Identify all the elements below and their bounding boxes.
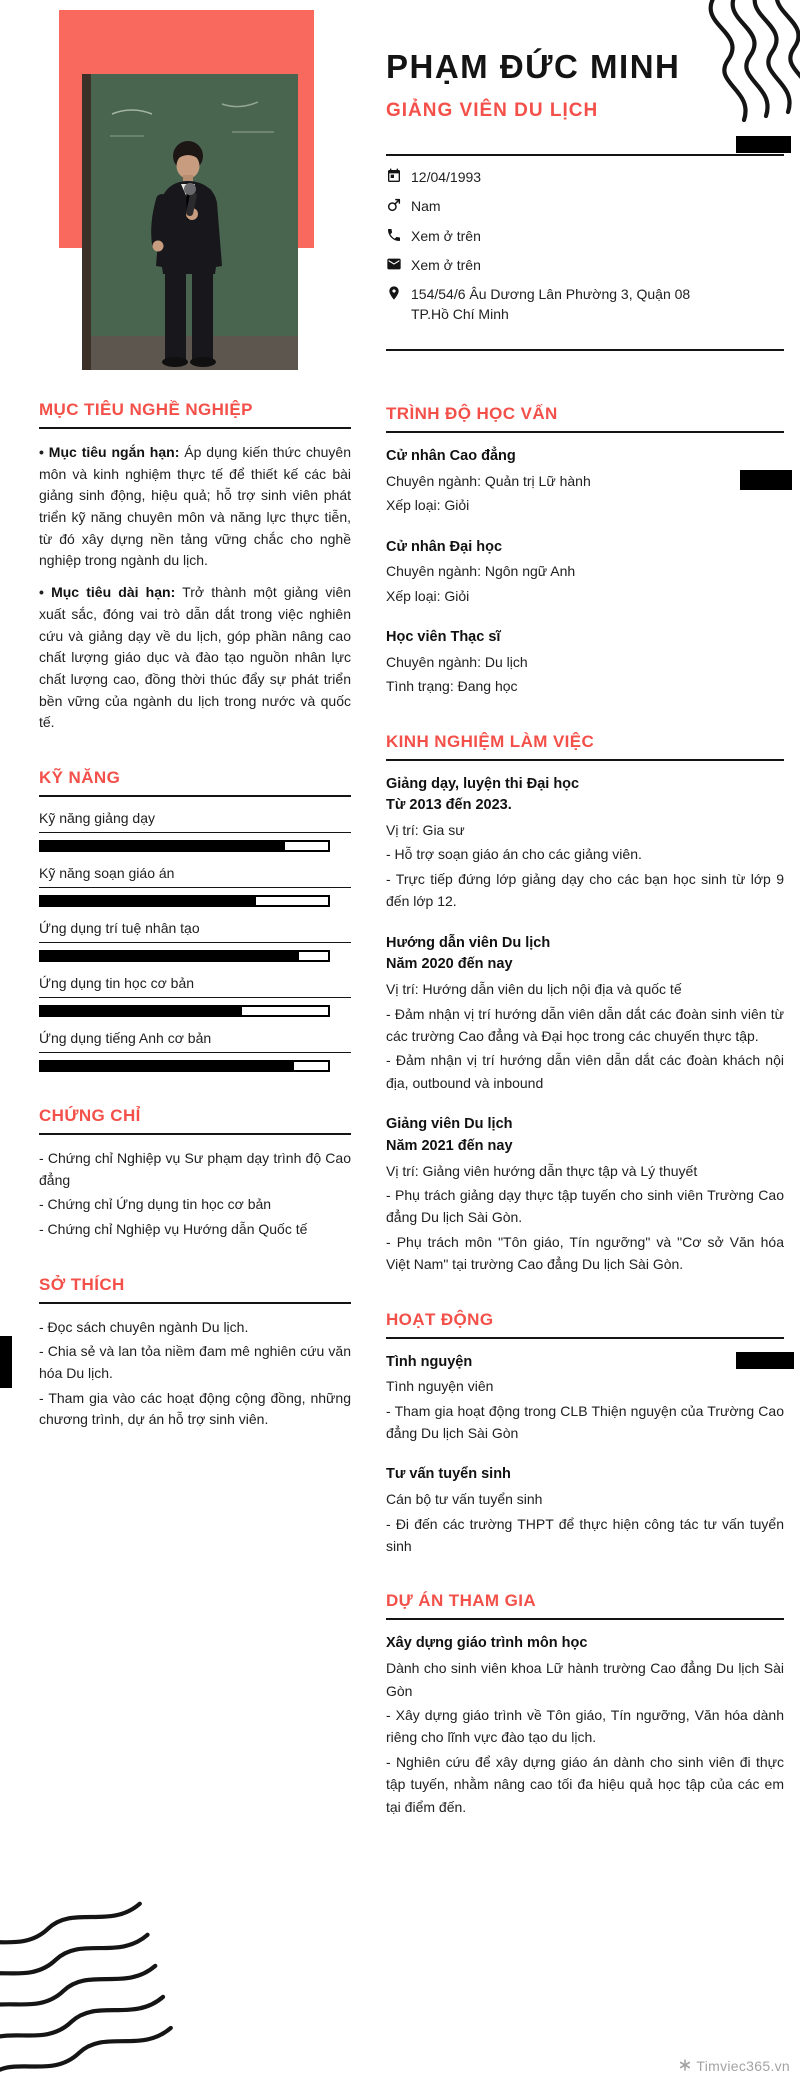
project-detail: - Nghiên cứu để xây dựng giáo án dành cho sinh viên đi thực tập tuyến, nhằm nâng cao tối đa hiệu quả học tập của các em tại điểm đến. (386, 1753, 784, 1815)
experience-detail: Vị trí: Gia sư (386, 822, 465, 839)
skill-bar (39, 1005, 330, 1017)
project-entry (386, 1633, 784, 1817)
redaction-bar (736, 136, 791, 153)
projects-heading: DỰ ÁN THAM GIA (386, 1591, 784, 1620)
skill-label: Kỹ năng giảng dạy (39, 810, 351, 833)
activity-detail: - Đi đến các trường THPT để thực hiện công tác tư vấn tuyển sinh (386, 1515, 784, 1555)
activity-detail: Tình nguyện viên (386, 1378, 494, 1395)
activity-title: Tư vấn tuyển sinh (386, 1466, 511, 1483)
redaction-bar (740, 470, 792, 490)
skill-item (39, 865, 351, 907)
skill-label: Ứng dụng tiếng Anh cơ bản (39, 1030, 351, 1053)
objective-item (39, 442, 351, 572)
experience-title: Giảng viên Du lịch (386, 1116, 513, 1133)
objective-heading: MỤC TIÊU NGHỀ NGHIỆP (39, 400, 351, 429)
redaction-bar (0, 1336, 12, 1388)
experience-detail: - Hỗ trợ soạn giáo án cho các giảng viên. (386, 846, 642, 863)
experience-period: Năm 2021 đến nay (386, 1137, 513, 1154)
certificate-item: - Chứng chỉ Nghiệp vụ Sư phạm dạy trình độ Cao đẳng (39, 1149, 351, 1188)
education-degree: Cử nhân Cao đẳng (386, 448, 516, 464)
hobby-item: - Tham gia vào các hoạt động cộng đồng, những chương trình, dự án hỗ trợ sinh viên. (39, 1389, 351, 1428)
activity-detail: Cán bộ tư vấn tuyển sinh (386, 1491, 543, 1508)
contact-phone: Xem ở trên (411, 227, 481, 244)
section-education (386, 404, 784, 698)
experience-detail: - Đảm nhận vị trí hướng dẫn viên dẫn dắt các đoàn sinh viên từ các trường Cao đẳng và Đại học trong các chuyến thực tập. (386, 1005, 784, 1044)
experience-period: Năm 2020 đến nay (386, 956, 513, 973)
education-entry (386, 446, 784, 517)
certificate-item: - Chứng chỉ Nghiệp vụ Hướng dẫn Quốc tế (39, 1221, 308, 1237)
education-degree: Cử nhân Đại học (386, 538, 503, 555)
education-detail: Chuyên ngành: Du lịch (386, 653, 528, 670)
skill-fill (41, 1007, 242, 1015)
section-skills (39, 768, 351, 1072)
activity-title: Tình nguyện (386, 1353, 473, 1370)
skill-item (39, 975, 351, 1017)
section-projects (386, 1591, 784, 1817)
skill-fill (41, 952, 299, 960)
education-detail: Chuyên ngành: Quản trị Lữ hành (386, 472, 591, 489)
education-detail: Xếp loại: Giỏi (386, 497, 470, 514)
contact-address: 154/54/6 Âu Dương Lân Phường 3, Quận 08 TP.Hồ Chí Minh (411, 286, 691, 323)
gender-icon (386, 197, 402, 213)
email-icon (386, 256, 402, 272)
calendar-icon (386, 168, 402, 184)
section-certificates (39, 1106, 351, 1241)
education-entry (386, 627, 784, 698)
hobby-item: - Chia sẻ và lan tỏa niềm đam mê nghiên cứu văn hóa Du lịch. (39, 1343, 351, 1382)
experience-detail: Vị trí: Hướng dẫn viên du lịch nội địa và quốc tế (386, 981, 682, 998)
skill-label: Ứng dụng trí tuệ nhân tạo (39, 920, 351, 943)
experience-detail: - Trực tiếp đứng lớp giảng dạy cho các bạn học sinh từ lớp 9 đến lớp 12. (386, 870, 784, 910)
experience-period: Từ 2013 đến 2023. (386, 797, 512, 814)
timviec365-logo-icon (679, 2058, 691, 2074)
experience-title: Hướng dẫn viên Du lịch (386, 934, 551, 951)
experience-detail: - Phụ trách giảng dạy thực tập tuyến cho sinh viên Trường Cao đẳng Du lịch Sài Gòn. (386, 1187, 784, 1226)
experience-detail: Vị trí: Giảng viên hướng dẫn thực tập và Lý thuyết (386, 1162, 698, 1179)
skill-item (39, 810, 351, 852)
project-detail: - Xây dựng giáo trình về Tôn giáo, Tín ngưỡng, Văn hóa dành riêng cho lĩnh vực đào tạo du lịch. (386, 1706, 784, 1746)
activity-entry (386, 1352, 784, 1445)
contact-email: Xem ở trên (411, 256, 481, 273)
location-pin-icon (386, 285, 402, 301)
skill-item (39, 1030, 351, 1072)
skill-label: Ứng dụng tin học cơ bản (39, 975, 351, 998)
activity-detail: - Tham gia hoạt động trong CLB Thiện nguyện của Trường Cao đẳng Du lịch Sài Gòn (386, 1402, 784, 1442)
certificate-item: - Chứng chỉ Ứng dụng tin học cơ bản (39, 1196, 272, 1213)
objective-text: Áp dụng kiến thức chuyên môn và kinh nghiệm thực tế để thiết kế các bài giảng sinh động, hiệu quả; hỗ trợ sinh viên phát triển kỹ năng chuyên môn và năng lực thực tiễn, từ đó xây dựng nền tảng vững chắc cho nghề nghiệp trong ngành du lịch. (39, 444, 352, 569)
watermark (679, 2058, 790, 2074)
skill-fill (41, 842, 285, 850)
job-title: GIẢNG VIÊN DU LỊCH (386, 100, 599, 121)
contact-item-address (386, 284, 784, 325)
contact-item-birthdate (386, 167, 784, 187)
contact-item-email (386, 255, 784, 275)
header-divider-top (386, 154, 784, 156)
watermark-text: Timviec365.vn (696, 2058, 790, 2074)
section-activities (386, 1310, 784, 1558)
hobbies-heading: SỞ THÍCH (39, 1275, 351, 1304)
experience-entry (386, 1114, 784, 1275)
section-hobbies (39, 1275, 351, 1431)
contact-list (386, 167, 784, 334)
activities-heading: HOẠT ĐỘNG (386, 1310, 784, 1339)
skill-bar (39, 895, 330, 907)
experience-title: Giảng dạy, luyện thi Đại học (386, 775, 580, 792)
experience-entry (386, 933, 784, 1094)
skill-fill (41, 897, 256, 905)
education-heading: TRÌNH ĐỘ HỌC VẤN (386, 404, 784, 433)
objective-item (39, 582, 351, 734)
education-detail: Tình trạng: Đang học (386, 678, 518, 695)
objective-lead: Mục tiêu ngắn hạn: (48, 444, 180, 460)
project-title: Xây dựng giáo trình môn học (386, 1635, 588, 1652)
education-detail: Xếp loại: Giỏi (386, 587, 470, 604)
activity-entry (386, 1464, 784, 1557)
skill-bar (39, 840, 330, 852)
hobby-item: - Đọc sách chuyên ngành Du lịch. (39, 1318, 249, 1335)
header-divider-bottom (386, 349, 784, 351)
section-experience (386, 732, 784, 1276)
section-objective (39, 400, 351, 734)
skill-bar (39, 950, 330, 962)
skill-bar (39, 1060, 330, 1072)
contact-gender: Nam (411, 198, 441, 215)
skills-heading: KỸ NĂNG (39, 768, 351, 797)
skill-fill (41, 1062, 294, 1070)
redaction-bar (736, 1352, 794, 1369)
project-detail: Dành cho sinh viên khoa Lữ hành trường Cao đẳng Du lịch Sài Gòn (386, 1660, 784, 1699)
squiggle-decoration-bottom-left (0, 1887, 220, 2087)
left-column (39, 400, 351, 1465)
phone-icon (386, 227, 402, 243)
certificates-heading: CHỨNG CHỈ (39, 1106, 351, 1135)
contact-item-gender (386, 196, 784, 216)
right-column (386, 404, 784, 1852)
education-degree: Học viên Thạc sĩ (386, 629, 501, 646)
contact-item-phone (386, 226, 784, 246)
experience-detail: - Đảm nhận vị trí hướng dẫn viên dẫn dắt các đoàn khách nội địa, outbound và inbound (386, 1052, 784, 1091)
page-title-name: PHẠM ĐỨC MINH (386, 48, 681, 85)
skill-item (39, 920, 351, 962)
objective-lead: Mục tiêu dài hạn: (51, 584, 176, 601)
education-detail: Chuyên ngành: Ngôn ngữ Anh (386, 563, 576, 580)
experience-detail: - Phụ trách môn "Tôn giáo, Tín ngưỡng" và "Cơ sở Văn hóa Việt Nam" tại trường Cao đẳng Du lịch Sài Gòn. (386, 1233, 784, 1273)
profile-photo (82, 74, 298, 370)
experience-heading: KINH NGHIỆM LÀM VIỆC (386, 732, 784, 761)
contact-birthdate: 12/04/1993 (411, 169, 482, 185)
skill-label: Kỹ năng soạn giáo án (39, 865, 351, 888)
education-entry (386, 537, 784, 608)
experience-entry (386, 774, 784, 913)
objective-text: Trở thành một giảng viên xuất sắc, đóng vai trò dẫn dắt trong việc nghiên cứu và giảng dạy về du lịch, góp phần nâng cao chất lượng giáo dục và đào tạo nguồn nhân lực chất lượng cao, đồng thời thúc đẩy sự phát triển bền vững của ngành du lịch trong nước và quốc tế. (39, 584, 352, 731)
